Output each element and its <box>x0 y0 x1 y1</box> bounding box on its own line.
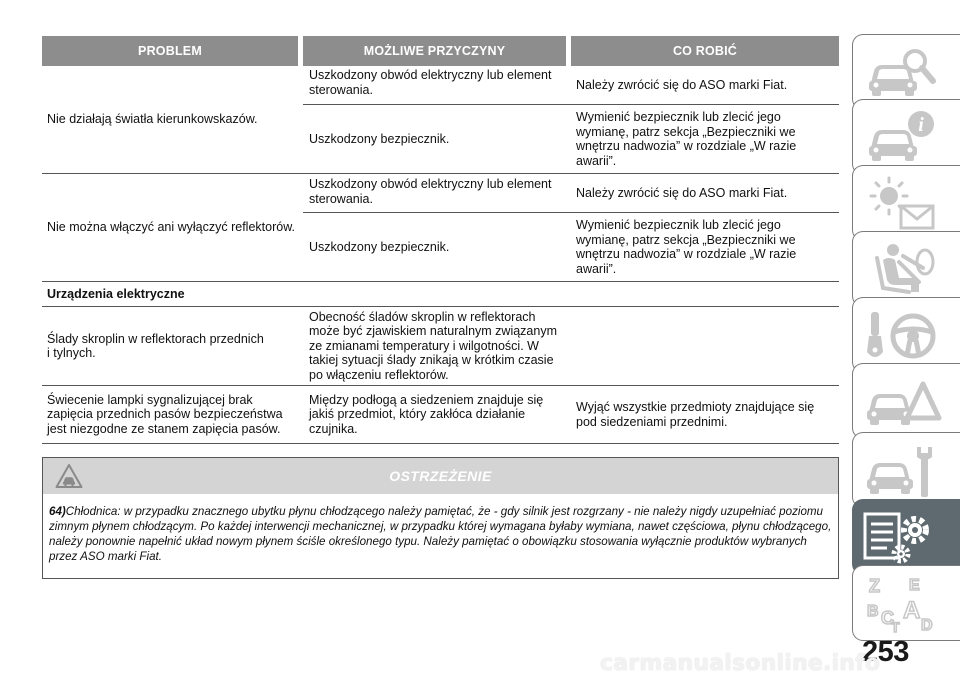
action-cell: Wymienić bezpiecznik lub zlecić jego wymianę, patrz sekcja „Bezpieczniki we wnętrzu nadwozia” w rozdziale „W razie awarii”. <box>576 218 797 276</box>
tab-specs[interactable] <box>852 499 960 575</box>
problem-text-line: i tylnych. <box>47 346 96 360</box>
airbag-seat-icon <box>863 238 943 302</box>
tab-warning-lights[interactable] <box>852 165 960 241</box>
letter-b: B <box>867 603 879 620</box>
table-row <box>42 386 839 444</box>
cause-cell: Obecność śladów skroplin w reflektorach może być zjawiskiem naturalnym związanym ze zmianami temperatury i wilgotności. W takiej sytuacji ślady znikają w krótkim czasie po włączeniu reflektorów. <box>309 309 557 382</box>
problem-cell <box>42 386 303 443</box>
letter-t: T <box>891 619 900 635</box>
warning-text: Chłodnica: w przypadku znacznego ubytku płynu chłodzącego należy pamiętać, że - gdy silnik jest rozgrzany - nie należy nigdy uzupełniać poziomu zimnym płynem chłodzącym. Po każdej interwencji mechanicznej, w przypadku której wymagana byłaby wymiana, nawet częściowa, płynu chłodzącego, należy ponownie napełnić układ nowym płynem ściśle określonego typu. Należy pamiętać o obowiązku stosowania wyłącznie produktów wybranych przez ASO marki Fiat. <box>49 505 832 563</box>
header-problem: PROBLEM <box>42 36 298 66</box>
header-causes: MOŻLIWE PRZYCZYNY <box>303 36 566 66</box>
car-search-icon <box>863 41 943 105</box>
problem-text: Świecenie lampki sygnalizującej brak zapięcia przednich pasów bezpieczeństwa jest niezgodne ze stanem zapięcia pasów. <box>47 392 283 436</box>
warning-car-triangle-icon <box>55 463 83 489</box>
watermark: carmanualsonline.info <box>600 651 881 675</box>
table-row <box>303 105 839 173</box>
tab-steering-key[interactable] <box>852 297 960 373</box>
letter-c: C <box>881 608 894 628</box>
svg-text:i: i <box>918 114 924 136</box>
tab-alphabet-index[interactable] <box>852 565 960 641</box>
troubleshooting-table <box>42 36 839 444</box>
cause-cell: Uszkodzony obwód elektryczny lub element sterowania. <box>309 68 552 97</box>
problem-text: Nie działają światła kierunkowskazów. <box>47 112 258 127</box>
problem-cell <box>42 174 303 281</box>
action-cell: Wymienić bezpiecznik lub zlecić jego wymianę, patrz sekcja „Bezpieczniki we wnętrzu nadwozia” w rozdziale „W razie awarii”. <box>576 110 797 168</box>
car-wrench-icon <box>863 439 943 503</box>
specs-gears-icon <box>863 506 943 570</box>
table-row-group <box>42 174 839 282</box>
warning-lights-message-icon <box>863 172 943 236</box>
car-info-icon <box>863 106 943 170</box>
table-row-group <box>42 66 839 174</box>
cause-cell: Uszkodzony bezpiecznik. <box>309 131 450 146</box>
cause-cell: Między podłogą a siedzeniem znajduje się jakiś przedmiot, który zakłóca działanie czujnika. <box>309 392 544 436</box>
tab-car-triangle[interactable] <box>852 363 960 439</box>
tab-car-wrench[interactable] <box>852 432 960 508</box>
letter-z: Z <box>869 576 880 596</box>
problem-cell <box>42 66 303 173</box>
tab-car-info[interactable] <box>852 99 960 175</box>
steering-wheel-key-icon <box>863 304 943 368</box>
warning-title: OSTRZEŻENIE <box>389 468 492 484</box>
action-cell: Należy zwrócić się do ASO marki Fiat. <box>576 185 788 200</box>
cause-cell: Uszkodzony bezpiecznik. <box>309 239 450 254</box>
warning-body <box>43 494 838 564</box>
problem-text: Nie można włączyć ani wyłączyć reflektorów. <box>47 220 295 235</box>
table-row <box>303 213 839 281</box>
letter-a: A <box>903 597 921 624</box>
car-triangle-icon <box>863 370 943 434</box>
table-row <box>42 307 839 386</box>
header-action: CO ROBIĆ <box>571 36 839 66</box>
action-cell <box>571 307 839 385</box>
table-header <box>42 36 839 66</box>
alphabet-index-icon <box>863 572 943 636</box>
section-title: Urządzenia elektryczne <box>42 282 839 307</box>
problem-text-line: Ślady skroplin w reflektorach przednich <box>47 331 264 346</box>
action-cell: Należy zwrócić się do ASO marki Fiat. <box>576 77 788 92</box>
warning-number: 64) <box>49 505 66 518</box>
table-row <box>303 174 839 213</box>
cause-cell: Uszkodzony obwód elektryczny lub element sterowania. <box>309 177 552 206</box>
tab-airbag-seat[interactable] <box>852 231 960 307</box>
letter-d: D <box>921 617 933 634</box>
warning-box <box>42 457 839 579</box>
action-cell: Wyjąć wszystkie przedmioty znajdujące się pod siedzeniami przednimi. <box>576 400 815 429</box>
page-number: 253 <box>862 636 909 668</box>
problem-cell <box>42 307 303 385</box>
letter-e: E <box>909 577 920 594</box>
warning-header <box>43 458 838 494</box>
table-row <box>303 66 839 105</box>
